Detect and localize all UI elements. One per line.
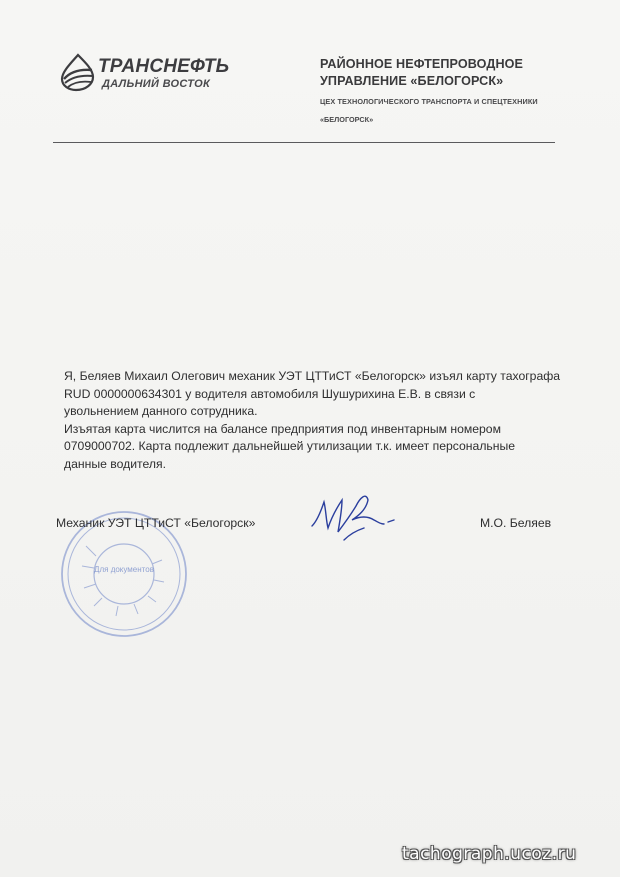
- body-line: Изъятая карта числится на балансе предприятия под инвентарным номером: [64, 421, 501, 436]
- body-line: Я, Беляев Михаил Олегович механик УЭТ ЦТТиСТ «Белогорск» изъял карту тахографа: [64, 369, 561, 383]
- signer-position: Механик УЭТ ЦТТиСТ «Белогорск»: [56, 516, 256, 530]
- organization-header: [320, 56, 600, 124]
- org-line-3: ЦЕХ ТЕХНОЛОГИЧЕСКОГО ТРАНСПОРТА И СПЕЦТЕХНИКИ: [320, 97, 538, 106]
- header-divider: [53, 142, 555, 143]
- logo-subtitle: ДАЛЬНИЙ ВОСТОК: [102, 78, 211, 90]
- org-line-1: РАЙОННОЕ НЕФТЕПРОВОДНОЕ: [320, 57, 524, 71]
- handwritten-signature: [308, 480, 398, 550]
- logo-brand: ТРАНСНЕФТЬ: [98, 56, 230, 77]
- body-line: данные водителя.: [64, 456, 166, 471]
- org-line-4: «БЕЛОГОРСК»: [320, 115, 374, 124]
- body-line: RUD 0000000634301 у водителя автомобиля Шушурихина Е.В. в связи с: [64, 386, 476, 401]
- body-line: 0709000702. Карта подлежит дальнейшей утилизации т.к. имеет персональные: [64, 439, 516, 454]
- org-line-2: УПРАВЛЕНИЕ «БЕЛОГОРСК»: [320, 74, 504, 88]
- body-line: увольнением данного сотрудника.: [64, 404, 258, 419]
- company-logo: [56, 52, 271, 98]
- site-watermark: tachograph.ucoz.ru: [402, 844, 577, 864]
- transneft-drop-icon: [56, 52, 100, 92]
- letter-body: [64, 368, 594, 474]
- stamp-center-text: Для документов: [94, 565, 154, 574]
- signer-name: М.О. Беляев: [480, 516, 552, 530]
